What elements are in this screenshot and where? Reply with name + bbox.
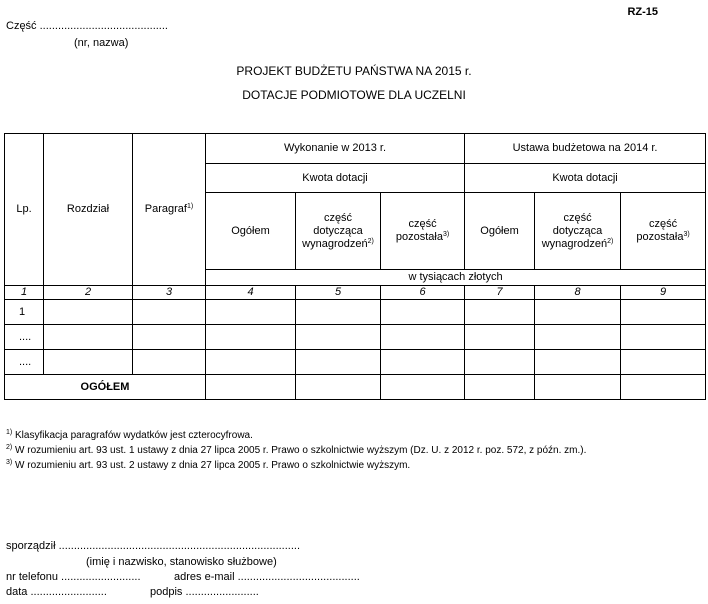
table-cell[interactable] [133, 350, 206, 375]
table-cell[interactable] [535, 350, 621, 375]
footnote-text: W rozumieniu art. 93 ust. 2 ustawy z dnia 27 lipca 2005 r. Prawo o szkolnictwie wyższym. [15, 460, 411, 471]
col-num-5: 5 [296, 286, 381, 300]
form-code: RZ-15 [627, 6, 658, 18]
signature-field: podpis ........................ [150, 586, 259, 598]
footnote-3 [6, 458, 586, 473]
header-wynagrodzenia-2013-line3: wynagrodzeń [302, 237, 368, 250]
footnotes [6, 428, 586, 473]
table-cell[interactable] [133, 325, 206, 350]
document-subtitle: DOTACJE PODMIOTOWE DLA UCZELNI [242, 88, 466, 102]
table-cell[interactable] [44, 350, 133, 375]
footnote-ref-2a: 2) [367, 237, 374, 245]
footnote-mark: 1) [6, 429, 13, 436]
date-field: data ......................... [6, 586, 107, 598]
table-cell[interactable] [535, 375, 621, 400]
footnote-ref-3b: 3) [683, 231, 690, 238]
total-row [5, 375, 706, 400]
header-wynagrodzenia-2014-line3: wynagrodzeń [541, 237, 608, 250]
table-cell[interactable] [206, 325, 296, 350]
header-wynagrodzenia-2013-line2: dotycząca [313, 224, 363, 237]
footnote-mark: 2) [6, 444, 13, 451]
col-num-9: 9 [621, 286, 706, 300]
table-cell[interactable] [621, 325, 706, 350]
table-cell[interactable] [381, 325, 465, 350]
header-pozostala-2013-line1: część [408, 218, 437, 230]
table-cell[interactable] [206, 375, 296, 400]
header-wynagrodzenia-2014 [535, 193, 621, 270]
table-row [5, 300, 706, 325]
document-title: PROJEKT BUDŻETU PAŃSTWA NA 2015 r. [236, 64, 472, 78]
header-ustawa: Ustawa budżetowa na 2014 r. [465, 134, 706, 164]
header-wynagrodzenia-2013 [296, 193, 381, 270]
footnote-1 [6, 428, 586, 443]
header-pozostala-2013-line2: pozostała [395, 231, 443, 243]
header-pozostala-2014-line2: pozostała [636, 231, 684, 243]
table-cell[interactable] [465, 375, 535, 400]
table-row [5, 350, 706, 375]
table-cell[interactable] [44, 300, 133, 325]
header-wynagrodzenia-2014-line1: część [563, 211, 592, 224]
header-paragraf-label: Paragraf [144, 203, 187, 215]
header-wynagrodzenia-2014-line2: dotycząca [552, 224, 603, 237]
prepared-by-caption: (imię i nazwisko, stanowisko służbowe) [86, 556, 277, 568]
col-num-7: 7 [465, 286, 535, 300]
footnote-mark: 3) [6, 459, 13, 466]
table-cell[interactable] [465, 325, 535, 350]
footnote-ref-2b: 2) [607, 237, 614, 245]
header-pozostala-2014 [621, 193, 706, 270]
table-cell[interactable] [296, 350, 381, 375]
col-num-4: 4 [206, 286, 296, 300]
phone-field: nr telefonu .......................... [6, 571, 141, 583]
row-lp: 1 [5, 300, 44, 325]
header-rozdzial: Rozdział [44, 134, 133, 286]
email-field: adres e-mail ........................................ [174, 571, 360, 583]
table-cell[interactable] [206, 350, 296, 375]
table-row [5, 325, 706, 350]
col-num-6: 6 [381, 286, 465, 300]
header-units: w tysiącach złotych [206, 270, 706, 286]
header-kwota-2013: Kwota dotacji [206, 164, 465, 193]
table-cell[interactable] [296, 375, 381, 400]
header-paragraf [133, 134, 206, 286]
table-cell[interactable] [621, 350, 706, 375]
table-cell[interactable] [465, 350, 535, 375]
part-field: Część .......................................... [6, 20, 168, 32]
table-cell[interactable] [535, 325, 621, 350]
header-lp: Lp. [5, 134, 44, 286]
table-cell[interactable] [381, 300, 465, 325]
col-num-1: 1 [5, 286, 44, 300]
footnote-ref-3a: 3) [442, 231, 450, 238]
header-ogolem-2014: Ogółem [465, 193, 535, 270]
footnote-text: W rozumieniu art. 93 ust. 1 ustawy z dnia 27 lipca 2005 r. Prawo o szkolnictwie wyższym (Dz. U. z 2012 r. poz. 572, z późn. zm.). [15, 445, 587, 456]
table-cell[interactable] [296, 300, 381, 325]
table-cell[interactable] [621, 375, 706, 400]
total-label: OGÓŁEM [5, 375, 206, 400]
header-pozostala-2014-line1: część [648, 218, 678, 230]
row-lp: .... [5, 350, 44, 375]
footnote-2 [6, 443, 586, 458]
table-cell[interactable] [621, 300, 706, 325]
header-kwota-2014: Kwota dotacji [465, 164, 706, 193]
footnote-ref-1: 1) [186, 203, 194, 210]
subsidy-table [4, 133, 706, 400]
table-cell[interactable] [535, 300, 621, 325]
footnote-text: Klasyfikacja paragrafów wydatków jest czterocyfrowa. [15, 430, 253, 441]
header-wykonanie: Wykonanie w 2013 r. [206, 134, 465, 164]
col-num-3: 3 [133, 286, 206, 300]
header-pozostala-2013 [381, 193, 465, 270]
col-num-8: 8 [535, 286, 621, 300]
part-field-caption: (nr, nazwa) [74, 37, 129, 49]
table-cell[interactable] [465, 300, 535, 325]
table-cell[interactable] [133, 300, 206, 325]
table-cell[interactable] [206, 300, 296, 325]
column-number-row [5, 286, 706, 300]
table-cell[interactable] [381, 350, 465, 375]
col-num-2: 2 [44, 286, 133, 300]
table-cell[interactable] [296, 325, 381, 350]
row-lp: .... [5, 325, 44, 350]
header-wynagrodzenia-2013-line1: część [323, 211, 353, 224]
table-cell[interactable] [381, 375, 465, 400]
prepared-by-field: sporządził ............................................................................... [6, 540, 301, 552]
header-ogolem-2013: Ogółem [206, 193, 296, 270]
table-cell[interactable] [44, 325, 133, 350]
